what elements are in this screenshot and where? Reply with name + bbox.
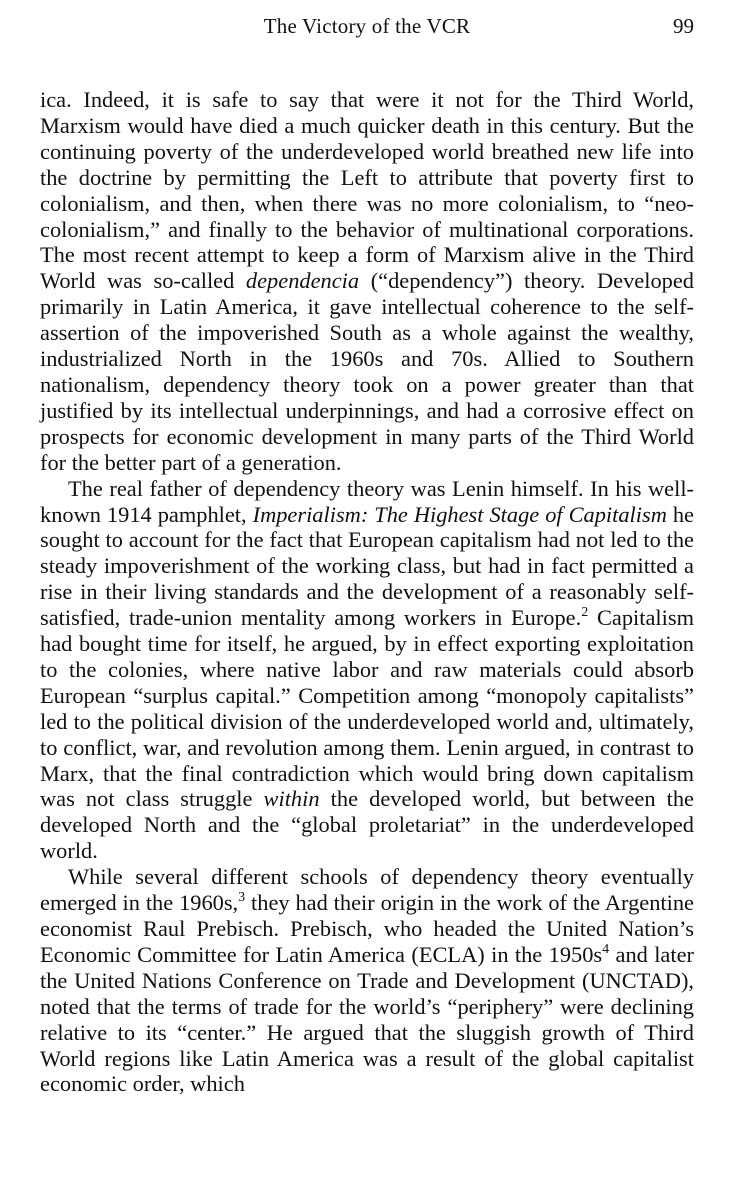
text-run: Capitalism had bought time for itself, he argued, by in effect exporting exploitation to the colonies, where native labor and raw materials could absorb European “surplus capital.” Competition among “monopoly capitalists” led to the political division of the underdeveloped world and, ultimately, to conflict, war, and revolution among them. Lenin argued, in contrast to Marx, that the final contradiction which would bring down capitalism was not class struggle [40, 605, 695, 812]
footnote-marker: 3 [238, 890, 246, 906]
footnote-marker: 2 [581, 605, 589, 621]
text-run: they had their origin in the work of the Argentine economist Raul Prebisch. Prebisch, who headed the United Nation’s Economic Committee for Latin America (ECLA) in the 1950s [40, 890, 694, 967]
running-header [40, 12, 694, 46]
paragraph-1 [40, 87, 694, 476]
text-run: While several different schools of dependency theory eventually emerged in the 1960s, [40, 864, 694, 916]
text-run: the developed world, but between the developed North and the “global proletariat” in the underdeveloped world. [40, 786, 694, 864]
paragraph-3 [40, 864, 694, 1097]
text-run: and later the United Nations Conference on Trade and Development (UNCTAD), noted that the terms of trade for the world’s “periphery” were declining relative to its “center.” He argued that the sluggish growth of Third World regions like Latin America was a result of the global capitalist economic order, which [40, 941, 694, 1097]
italic-book-title: Imperialism: The Highest Stage of Capitalism [252, 501, 667, 527]
paragraph-2 [40, 476, 694, 865]
body-text [40, 87, 694, 1097]
text-run: (“dependency”) theory. Developed primarily in Latin America, it gave intellectual coherence to the self-assertion of the impoverished South as a whole against the wealthy, industrialized North in the 1960s and 70s. Allied to Southern nationalism, dependency theory took on a power greater than that justified by its intellectual underpinnings, and had a corrosive effect on prospects for economic development in many parts of the Third World for the better part of a generation. [40, 268, 694, 475]
italic-term: dependencia [245, 268, 360, 294]
text-run: he sought to account for the fact that European capitalism had not led to the steady impoverishment of the working class, but had in fact permitted a rise in their living standards and the development of a reasonably self-satisfied, trade-union mentality among workers in Europe. [40, 501, 694, 631]
text-run: ica. Indeed, it is safe to say that were it not for the Third World, Marxism would have died a much quicker death in this century. But the continuing poverty of the underdeveloped world breathed new life into the doctrine by permitting the Left to attribute that poverty first to colonialism, and then, when there was no more colonialism, to “neo-colonialism,” and finally to the behavior of multinational corporations. The most recent attempt to keep a form of Marxism alive in the Third World was so-called [40, 87, 694, 294]
book-page [40, 12, 694, 1097]
footnote-marker: 4 [602, 941, 610, 957]
running-title: The Victory of the VCR [263, 14, 471, 38]
page-number: 99 [673, 14, 694, 38]
text-run: The real father of dependency theory was Lenin himself. In his well-known 1914 pamphlet, [40, 475, 694, 527]
italic-emphasis: within [263, 786, 320, 812]
